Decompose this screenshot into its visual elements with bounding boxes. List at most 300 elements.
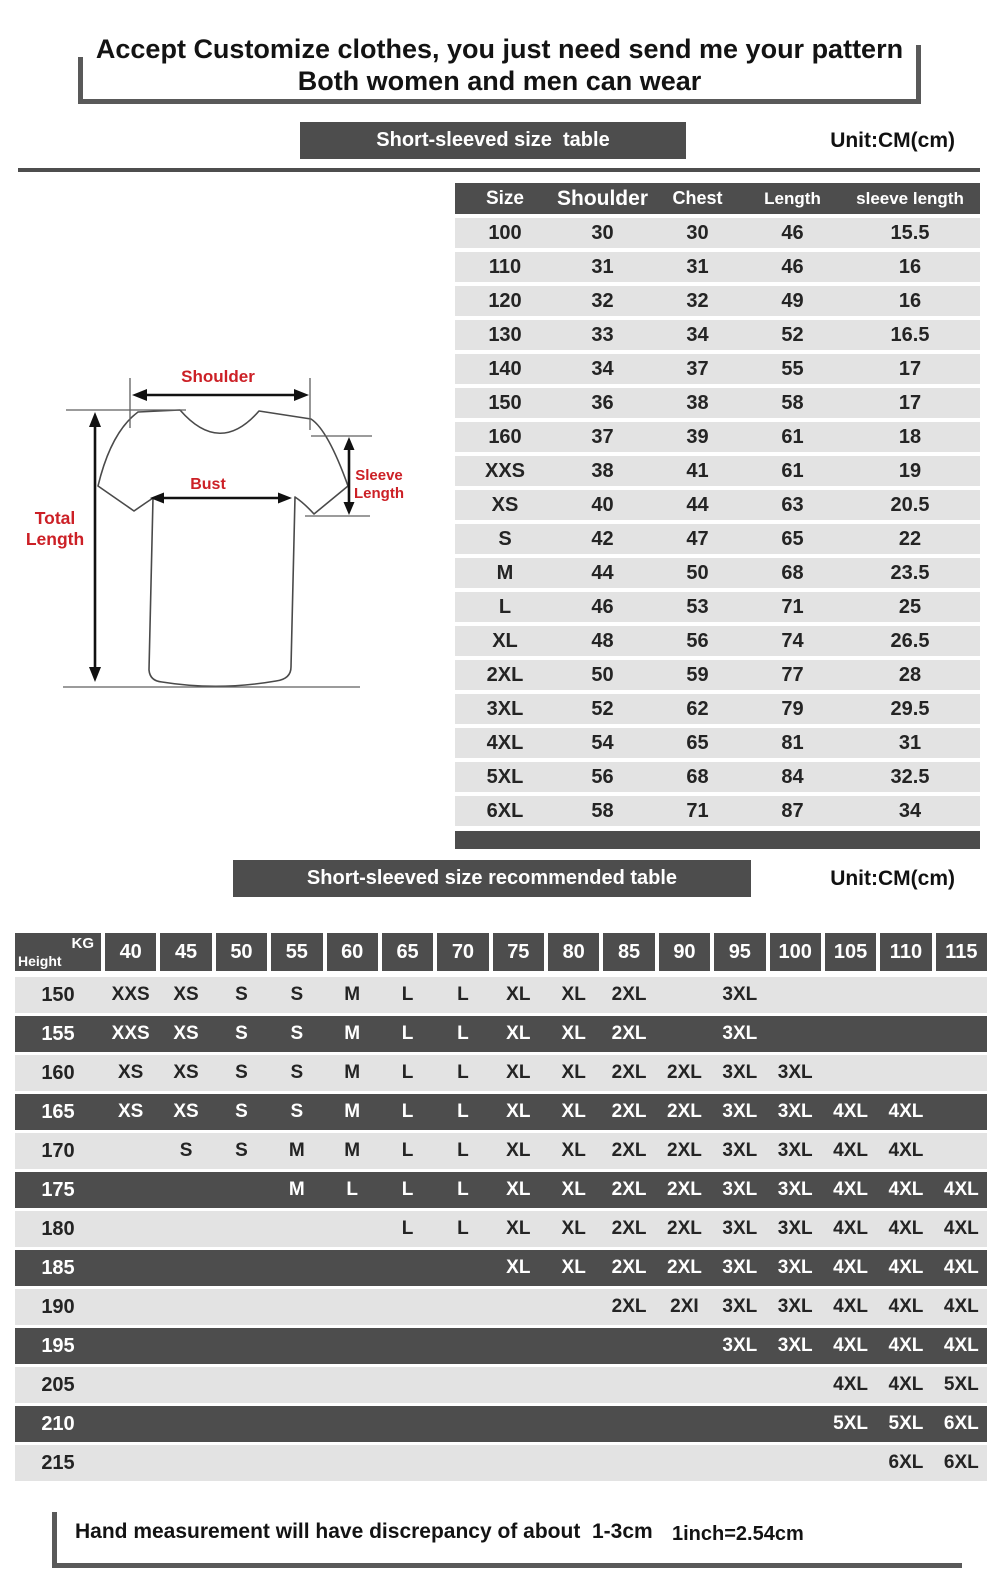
shoulder-cell: 34	[591, 357, 614, 380]
recommended-table-row	[15, 1094, 987, 1130]
recommended-table-row	[15, 1367, 987, 1403]
size-cell: 4XL	[888, 1296, 924, 1317]
size-cell: XS	[173, 1062, 199, 1083]
sleeve-length-cell: 23.5	[890, 561, 930, 584]
length-cell: 68	[781, 561, 804, 584]
height-cell: 175	[41, 1178, 75, 1201]
size-cell: 2XI	[670, 1296, 699, 1317]
size-cell: 4XL	[888, 1218, 924, 1239]
tshirt-outline	[98, 410, 348, 686]
length-cell: 71	[781, 595, 804, 618]
size-cell: 2XL	[667, 1101, 702, 1122]
size-cell: 4XL	[943, 1218, 979, 1239]
sleeve-length-cell: 22	[898, 527, 922, 550]
size-cell: 3XL	[722, 1140, 758, 1161]
size-table-row	[455, 388, 980, 418]
size-cell: 3XL	[777, 1062, 813, 1083]
sleeve-length-label-line1: Sleeve	[355, 467, 403, 484]
recommended-size-table	[15, 933, 987, 1484]
chest-cell: 32	[686, 289, 709, 312]
size-cell: L	[457, 1218, 469, 1239]
length-cell: 87	[781, 799, 804, 822]
size-cell: M	[496, 561, 514, 584]
size-cell: L	[457, 1062, 469, 1083]
size-cell: XL	[561, 1140, 586, 1161]
size-cell: 2XL	[667, 1140, 702, 1161]
size-cell: 2XL	[611, 984, 647, 1005]
size-cell: L	[457, 1023, 469, 1044]
length-cell: 55	[781, 357, 804, 380]
sleeve-length-cell: 16.5	[890, 323, 930, 346]
shoulder-cell: 40	[591, 493, 614, 516]
size-cell: 2XL	[611, 1101, 647, 1122]
corner-kg-label: KG	[71, 935, 94, 952]
chest-cell: 30	[686, 221, 709, 244]
size-cell: 2XL	[611, 1179, 647, 1200]
sleeve-length-cell: 20.5	[890, 493, 930, 516]
chest-cell: 39	[686, 425, 709, 448]
size-cell: XL	[561, 1062, 586, 1083]
bust-label: Bust	[190, 476, 226, 493]
length-cell: 79	[781, 697, 804, 720]
shoulder-cell: 36	[591, 391, 614, 414]
size-cell: XL	[506, 1140, 531, 1161]
weight-column-header: 80	[548, 933, 599, 971]
page-title	[0, 33, 999, 97]
size-cell: M	[344, 1023, 361, 1044]
size-cell: 5XL	[833, 1413, 868, 1434]
size-cell: XL	[561, 1179, 586, 1200]
recommended-table-header-row	[15, 933, 987, 971]
inch-conversion-note: 1inch=2.54cm	[672, 1523, 804, 1545]
total-length-label-line2: Length	[25, 529, 85, 549]
length-cell: 65	[781, 527, 804, 550]
length-cell: 49	[781, 289, 804, 312]
height-cell: 190	[41, 1295, 75, 1318]
shoulder-cell: 44	[591, 561, 614, 584]
size-cell: S	[290, 1101, 304, 1122]
recommended-table-row	[15, 1133, 987, 1169]
weight-column-header: 115	[936, 933, 987, 971]
total-length-label-line1: Total	[34, 508, 76, 528]
shoulder-cell: 38	[591, 459, 614, 482]
length-cell: 81	[781, 731, 804, 754]
size-table-row	[455, 422, 980, 452]
size-cell: 5XL	[486, 765, 524, 788]
size-cell: 4XL	[888, 1179, 924, 1200]
size-cell: 3XL	[777, 1296, 813, 1317]
size-cell: 110	[488, 255, 522, 278]
size-cell: 5XL	[888, 1413, 924, 1434]
size-cell: 4XL	[888, 1374, 924, 1395]
chest-cell: 44	[686, 493, 709, 516]
size-cell: 3XL	[777, 1140, 813, 1161]
page-title-line-2: Both women and men can wear	[297, 66, 702, 96]
header-bracket-bottom	[78, 99, 921, 104]
chest-cell: 37	[686, 357, 709, 380]
size-cell: XS	[173, 984, 199, 1005]
weight-column-header: 90	[659, 933, 710, 971]
length-cell: 63	[781, 493, 804, 516]
length-cell: 84	[781, 765, 804, 788]
size-cell: 3XL	[777, 1179, 813, 1200]
size-cell: XL	[561, 1101, 586, 1122]
size-cell: XS	[173, 1101, 199, 1122]
chest-cell: 65	[686, 731, 709, 754]
size-cell: S	[235, 1140, 248, 1161]
size-cell: L	[401, 1101, 414, 1122]
size-cell: 3XL	[777, 1101, 813, 1122]
size-measurements-table	[455, 183, 980, 849]
size-cell: M	[344, 1101, 361, 1122]
size-table-header-row	[455, 183, 980, 214]
size-cell: 6XL	[943, 1413, 979, 1434]
size-cell: XXS	[111, 984, 150, 1005]
recommended-table-banner: Short-sleeved size recommended table	[233, 860, 751, 897]
size-cell: 3XL	[722, 1101, 758, 1122]
size-table-row	[455, 626, 980, 656]
height-cell: 165	[41, 1100, 75, 1123]
height-cell: 210	[41, 1412, 75, 1435]
recommended-table-row	[15, 1250, 987, 1286]
size-table-row	[455, 524, 980, 554]
size-cell: 3XL	[722, 1257, 758, 1278]
size-table-column-header: Size	[485, 187, 525, 209]
tshirt-measurement-diagram	[8, 340, 444, 705]
size-cell: XL	[506, 1218, 531, 1239]
size-cell: 4XL	[943, 1257, 979, 1278]
size-cell: M	[288, 1140, 305, 1161]
length-cell: 77	[781, 663, 804, 686]
size-cell: L	[457, 984, 469, 1005]
weight-column-header: 75	[493, 933, 544, 971]
size-cell: XL	[506, 1257, 531, 1278]
length-cell: 52	[781, 323, 804, 346]
recommended-table-row	[15, 1406, 987, 1442]
size-cell: XL	[506, 1101, 531, 1122]
size-cell: 2XL	[611, 1140, 647, 1161]
size-cell: M	[344, 1062, 361, 1083]
size-table-row	[455, 490, 980, 520]
size-cell: 130	[488, 323, 522, 346]
size-cell: 4XL	[833, 1374, 868, 1395]
size-cell: 3XL	[722, 1062, 758, 1083]
size-cell: 160	[488, 425, 522, 448]
size-cell: XL	[492, 629, 518, 652]
weight-column-header: 40	[105, 933, 156, 971]
size-table-unit-label: Unit:CM(cm)	[830, 129, 955, 152]
shoulder-cell: 31	[591, 255, 614, 278]
chest-cell: 53	[686, 595, 709, 618]
size-cell: L	[401, 1218, 414, 1239]
chest-cell: 47	[686, 527, 709, 550]
size-cell: M	[344, 1140, 361, 1161]
size-cell: L	[401, 984, 414, 1005]
size-cell: 5XL	[943, 1374, 979, 1395]
size-cell: 3XL	[777, 1335, 813, 1356]
length-cell: 46	[781, 255, 804, 278]
size-cell: 4XL	[888, 1101, 924, 1122]
sleeve-length-cell: 28	[898, 663, 922, 686]
size-table-footer-bar	[455, 831, 980, 849]
weight-column-header: 65	[382, 933, 433, 971]
shoulder-cell: 37	[591, 425, 614, 448]
recommended-table-row	[15, 1055, 987, 1091]
sleeve-length-cell: 18	[898, 425, 922, 448]
page-title-line-1: Accept Customize clothes, you just need send me your pattern	[95, 34, 904, 64]
weight-column-header: 105	[825, 933, 876, 971]
chest-cell: 59	[686, 663, 709, 686]
size-table-row	[455, 762, 980, 792]
kg-height-corner-cell	[15, 933, 101, 971]
size-cell: 2XL	[611, 1257, 647, 1278]
recommended-table-row	[15, 1016, 987, 1052]
chest-cell: 62	[686, 697, 709, 720]
size-cell: 4XL	[833, 1335, 868, 1356]
size-cell: S	[235, 1101, 248, 1122]
height-cell: 155	[41, 1022, 75, 1045]
height-cell: 180	[41, 1217, 75, 1240]
size-cell: 2XL	[667, 1179, 702, 1200]
size-cell: 4XL	[833, 1296, 868, 1317]
size-cell: XL	[506, 1179, 531, 1200]
sleeve-length-cell: 26.5	[890, 629, 930, 652]
sleeve-length-cell: 31	[898, 731, 922, 754]
size-cell: S	[235, 1023, 248, 1044]
size-cell: S	[235, 1062, 248, 1083]
measurement-discrepancy-note: Hand measurement will have discrepancy of about 1-3cm	[75, 1520, 653, 1543]
size-table-row	[455, 728, 980, 758]
size-cell: L	[401, 1023, 414, 1044]
weight-column-header: 50	[216, 933, 267, 971]
size-table-row	[455, 660, 980, 690]
size-cell: L	[457, 1101, 469, 1122]
size-cell: S	[290, 984, 304, 1005]
size-cell: 4XL	[888, 1257, 924, 1278]
shoulder-label: Shoulder	[181, 367, 255, 386]
size-table-row	[455, 320, 980, 350]
weight-column-header: 95	[714, 933, 765, 971]
size-cell: S	[290, 1062, 304, 1083]
length-cell: 58	[781, 391, 804, 414]
size-cell: L	[457, 1140, 469, 1161]
shoulder-cell: 52	[591, 697, 614, 720]
sleeve-length-cell: 17	[898, 391, 922, 414]
weight-column-header: 110	[880, 933, 931, 971]
size-cell: 6XL	[486, 799, 524, 822]
shoulder-cell: 54	[591, 731, 614, 754]
length-cell: 61	[781, 425, 804, 448]
length-cell: 61	[781, 459, 804, 482]
size-cell: L	[401, 1179, 414, 1200]
size-cell: 6XL	[943, 1452, 979, 1473]
size-cell: 3XL	[722, 984, 758, 1005]
recommended-table-row	[15, 1445, 987, 1481]
sleeve-length-cell: 17	[898, 357, 922, 380]
size-cell: XS	[173, 1023, 199, 1044]
height-cell: 205	[41, 1373, 75, 1396]
size-cell: XL	[561, 1218, 586, 1239]
size-cell: M	[288, 1179, 305, 1200]
size-table-row	[455, 252, 980, 282]
header-bracket-left	[78, 57, 83, 104]
size-cell: 3XL	[722, 1179, 758, 1200]
sleeve-length-cell: 16	[898, 255, 922, 278]
chest-cell: 34	[686, 323, 709, 346]
size-cell: 150	[488, 391, 522, 414]
size-cell: 140	[488, 357, 522, 380]
shoulder-cell: 32	[591, 289, 614, 312]
size-cell: S	[290, 1023, 304, 1044]
size-cell: XS	[118, 1062, 144, 1083]
weight-column-header: 60	[327, 933, 378, 971]
size-table-row	[455, 354, 980, 384]
size-cell: XL	[561, 984, 586, 1005]
size-cell: L	[346, 1179, 358, 1200]
size-cell: L	[498, 595, 512, 618]
sleeve-length-cell: 16	[898, 289, 922, 312]
chest-cell: 31	[686, 255, 709, 278]
height-cell: 170	[41, 1139, 75, 1162]
size-cell: L	[457, 1179, 469, 1200]
recommended-table-row	[15, 1172, 987, 1208]
size-table-row	[455, 694, 980, 724]
size-cell: XL	[506, 1062, 531, 1083]
size-cell: 4XL	[943, 1179, 979, 1200]
length-cell: 46	[781, 221, 804, 244]
sleeve-length-cell: 32.5	[890, 765, 930, 788]
size-cell: XS	[118, 1101, 144, 1122]
shoulder-cell: 56	[591, 765, 614, 788]
size-cell: M	[344, 984, 361, 1005]
weight-column-header: 55	[271, 933, 322, 971]
chest-cell: 71	[686, 799, 709, 822]
length-cell: 74	[781, 629, 804, 652]
size-table-row	[455, 558, 980, 588]
size-cell: XXS	[484, 459, 526, 482]
sleeve-length-cell: 29.5	[890, 697, 930, 720]
sleeve-length-cell: 19	[898, 459, 922, 482]
weight-column-header: 100	[770, 933, 821, 971]
chest-cell: 38	[686, 391, 709, 414]
size-table-body	[455, 218, 980, 826]
size-cell: 4XL	[888, 1335, 924, 1356]
size-cell: 4XL	[833, 1179, 868, 1200]
size-cell: 2XL	[667, 1257, 702, 1278]
shoulder-cell: 58	[591, 799, 614, 822]
size-table-column-header: Shoulder	[556, 186, 648, 210]
shoulder-cell: 33	[591, 323, 614, 346]
size-cell: 3XL	[722, 1218, 758, 1239]
height-cell: 160	[41, 1061, 75, 1084]
shoulder-cell: 42	[591, 527, 614, 550]
sleeve-length-cell: 15.5	[890, 221, 930, 244]
chest-cell: 56	[686, 629, 709, 652]
size-cell: 2XL	[611, 1062, 647, 1083]
chest-cell: 68	[686, 765, 709, 788]
size-cell: L	[401, 1062, 414, 1083]
corner-height-label: Height	[18, 953, 62, 969]
recommended-table-row	[15, 1289, 987, 1325]
size-table-column-header: sleeve length	[856, 188, 964, 208]
weight-column-header: 70	[437, 933, 488, 971]
size-cell: XL	[506, 984, 531, 1005]
size-cell: 4XL	[486, 731, 524, 754]
size-table-row	[455, 286, 980, 316]
size-cell: 3XL	[722, 1023, 758, 1044]
size-table-row	[455, 456, 980, 486]
size-cell: XXS	[111, 1023, 150, 1044]
recommended-table-row	[15, 1328, 987, 1364]
recommended-table-row	[15, 977, 987, 1013]
recommended-table-body	[15, 977, 987, 1481]
size-cell: S	[179, 1140, 193, 1161]
size-cell: 2XL	[667, 1062, 702, 1083]
weight-column-header: 45	[160, 933, 211, 971]
size-cell: XL	[506, 1023, 531, 1044]
size-cell: 4XL	[833, 1101, 868, 1122]
sleeve-length-cell: 34	[898, 799, 922, 822]
shoulder-cell: 50	[591, 663, 614, 686]
size-cell: 4XL	[943, 1335, 979, 1356]
recommended-table-row	[15, 1211, 987, 1247]
size-cell: XL	[561, 1257, 586, 1278]
size-cell: 3XL	[486, 697, 524, 720]
size-table-banner: Short-sleeved size table	[300, 122, 686, 159]
size-cell: 4XL	[833, 1218, 868, 1239]
shoulder-cell: 30	[591, 221, 614, 244]
size-table-column-header: Chest	[672, 188, 723, 208]
size-cell: 120	[488, 289, 522, 312]
size-cell: S	[235, 984, 248, 1005]
size-cell: S	[498, 527, 512, 550]
height-cell: 215	[41, 1451, 75, 1474]
height-cell: 195	[41, 1334, 75, 1357]
recommended-table-unit-label: Unit:CM(cm)	[830, 867, 955, 890]
size-cell: L	[401, 1140, 414, 1161]
size-cell: 6XL	[888, 1452, 924, 1473]
size-cell: 3XL	[722, 1335, 758, 1356]
size-cell: 100	[488, 221, 522, 244]
weight-column-header: 85	[603, 933, 654, 971]
size-cell: 4XL	[833, 1140, 868, 1161]
height-cell: 150	[41, 983, 75, 1006]
size-cell: 2XL	[611, 1296, 647, 1317]
shoulder-cell: 48	[591, 629, 614, 652]
chest-cell: 50	[686, 561, 709, 584]
size-cell: 4XL	[943, 1296, 979, 1317]
size-cell: XS	[491, 493, 519, 516]
size-table-column-header: Length	[764, 188, 821, 208]
sleeve-length-label-line2: Length	[354, 485, 404, 502]
size-cell: 2XL	[611, 1023, 647, 1044]
shoulder-cell: 46	[591, 595, 614, 618]
footer-rule	[52, 1563, 962, 1568]
footer-bracket-left	[52, 1512, 57, 1568]
size-cell: 4XL	[833, 1257, 868, 1278]
size-cell: 3XL	[777, 1218, 813, 1239]
size-table-row	[455, 796, 980, 826]
size-cell: 4XL	[888, 1140, 924, 1161]
sleeve-length-cell: 25	[898, 595, 922, 618]
size-cell: 2XL	[486, 663, 524, 686]
size-table-row	[455, 218, 980, 248]
size-cell: 2XL	[667, 1218, 702, 1239]
height-cell: 185	[41, 1256, 75, 1279]
size-cell: 3XL	[777, 1257, 813, 1278]
size-cell: XL	[561, 1023, 586, 1044]
size-cell: 3XL	[722, 1296, 758, 1317]
